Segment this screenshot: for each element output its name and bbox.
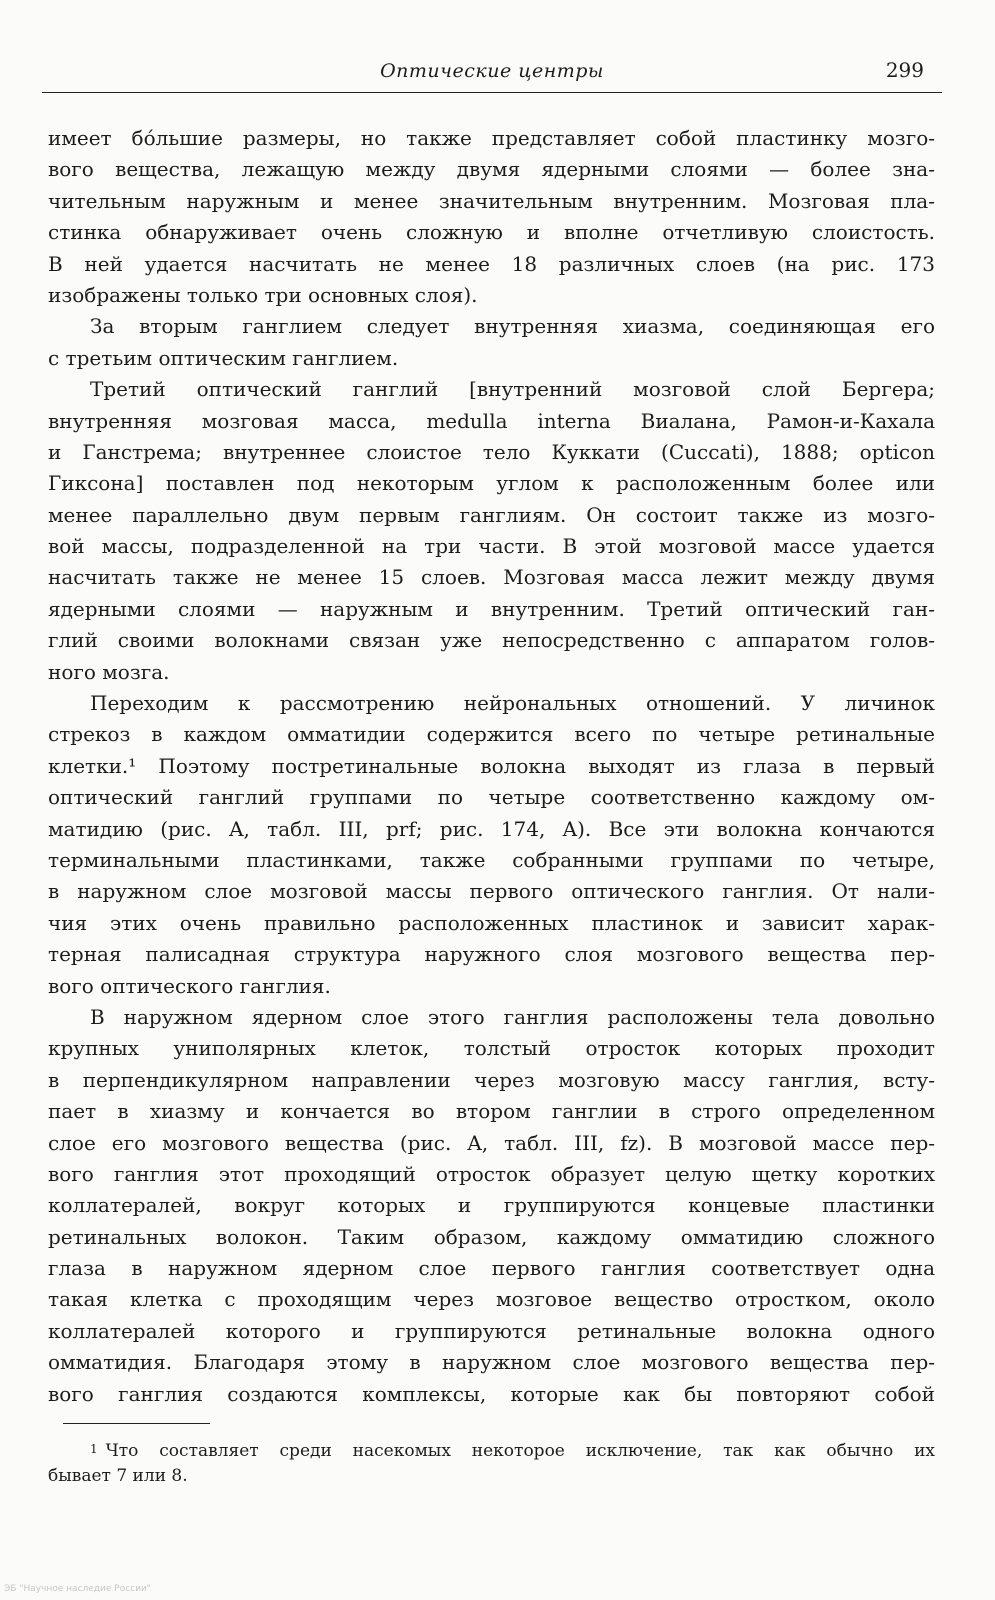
watermark: ЭБ "Научное наследие России" (4, 1584, 151, 1594)
text-line: За вторым ганглием следует внутренняя хиазма, соединяющая его (90, 314, 935, 339)
text-line: стрекоз в каждом омматидии содержится всего по четыре ретинальные (48, 722, 935, 747)
text-line: в перпендикулярном направлении через мозговую массу ганглия, всту- (48, 1067, 935, 1092)
text-line: с третьим оптическим ганглием. (48, 345, 399, 370)
text-line: менее параллельно двум первым ганглиям. Он состоит также из мозго- (48, 502, 935, 527)
text-line: крупных униполярных клеток, толстый отросток которых проходит (48, 1036, 935, 1061)
text-line: слое его мозгового вещества (рис. A, табл. III, fz). В мозговой массе пер- (48, 1130, 935, 1155)
text-line: Третий оптический ганглий [внутренний мозговой слой Бергера; (90, 377, 935, 402)
text-line: чительным наружным и менее значительным внутренним. Мозговая пла- (48, 188, 935, 213)
paragraph (48, 374, 935, 688)
paragraph (48, 1002, 935, 1410)
text-line: вого оптического ганглия. (48, 973, 331, 998)
text-line: вого ганглия этот проходящий отросток образует целую щетку коротких (48, 1161, 935, 1186)
text-line: вой массы, подразделенной на три части. В этой мозговой массе удается (48, 534, 935, 559)
text-line: такая клетка с проходящим через мозговое вещество отростком, около (48, 1287, 935, 1312)
paragraph (48, 688, 935, 1002)
header-rule (42, 92, 942, 93)
text-line: насчитать также не менее 15 слоев. Мозговая масса лежит между двумя (48, 565, 935, 590)
footnote-marker: 1 (90, 1442, 98, 1456)
text-line: терная палисадная структура наружного слоя мозгового вещества пер- (48, 942, 935, 967)
body-text (48, 123, 935, 1410)
text-line: стинка обнаруживает очень сложную и вполне отчетливую слоистость. (48, 220, 935, 245)
text-line: клетки.¹ Поэтому постретинальные волокна выходят из глаза в первый (48, 753, 935, 778)
text-line: вого ганглия создаются комплексы, которые как бы повторяют собой (48, 1381, 935, 1406)
footnote-line (48, 1436, 935, 1463)
text-line: Переходим к рассмотрению нейрональных отношений. У личинок (90, 691, 935, 716)
text-line: В наружном ядерном слое этого ганглия расположены тела довольно (90, 1004, 935, 1029)
text-line: чия этих очень правильно расположенных пластинок и зависит харак- (48, 910, 935, 935)
text-line: ядерными слоями — наружным и внутренним. Третий оптический ган- (48, 596, 935, 621)
text-line: В ней удается насчитать не менее 18 различных слоев (на рис. 173 (48, 251, 935, 276)
text-line: в наружном слое мозговой массы первого оптического ганглия. От нали- (48, 879, 935, 904)
text-line: внутренняя мозговая масса, medulla interna Виалана, Рамон-и-Кахала (48, 408, 935, 433)
text-line: терминальными пластинками, также собранными группами по четыре, (48, 847, 935, 872)
text-line: глаза в наружном ядерном слое первого ганглия соответствует одна (48, 1256, 935, 1281)
text-line: омматидия. Благодаря этому в наружном слое мозгового вещества пер- (48, 1350, 935, 1375)
footnote-text: Что составляет среди насекомых некоторое исключение, так как обычно их (105, 1441, 935, 1461)
text-line: коллатералей которого и группируются ретинальные волокна одного (48, 1318, 935, 1343)
text-line: и Ганстрема; внутреннее слоистое тело Куккати (Cuccati), 1888; opticon (48, 439, 935, 464)
text-line: ного мозга. (48, 659, 170, 684)
paragraph (48, 123, 935, 311)
text-line: пает в хиазму и кончается во втором ганглии в строго определенном (48, 1099, 935, 1124)
text-line: ретинальных волокон. Таким образом, каждому омматидию сложного (48, 1224, 935, 1249)
text-line: матидию (рис. A, табл. III, prf; рис. 174, A). Все эти волокна кончаются (48, 816, 935, 841)
paragraph (48, 311, 935, 374)
running-title: Оптические центры (380, 60, 604, 82)
text-line: имеет бо́льшие размеры, но также представляет собой пластинку мозго- (48, 126, 935, 150)
text-line: оптический ганглий группами по четыре соответственно каждому ом- (48, 785, 935, 810)
text-line: глий своими волокнами связан уже непосредственно с аппаратом голов- (48, 628, 935, 653)
footnote-rule (63, 1423, 210, 1424)
page-number: 299 (885, 58, 924, 82)
text-line: Гиксона] поставлен под некоторым углом к расположенным более или (48, 471, 935, 496)
text-line: коллатералей, вокруг которых и группируются концевые пластинки (48, 1193, 935, 1218)
footnote-line: бывает 7 или 8. (48, 1466, 188, 1486)
running-header (42, 58, 942, 90)
footnote (48, 1436, 935, 1490)
text-line: вого вещества, лежащую между двумя ядерными слоями — более зна- (48, 157, 935, 182)
text-line: изображены только три основных слоя). (48, 282, 478, 307)
